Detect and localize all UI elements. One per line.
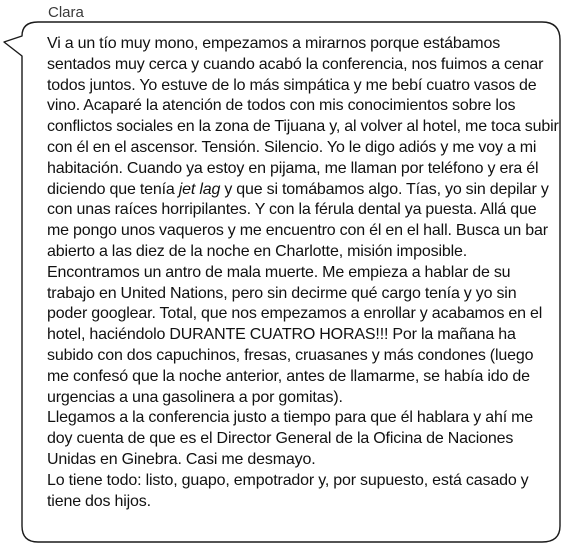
message-body <box>47 34 559 512</box>
message-paragraph-2: Llegamos a la conferencia justo a tiempo para que él hablara y ahí me doy cuenta de que es el Director General de la Oficina de Naciones Unidas en Ginebra. Casi me desmayo. <box>47 409 534 468</box>
message-text: y que si tomábamos algo. Tías, yo sin depilar y con unas raíces horripilantes. Y con la férula dental ya puesta. Allá que me pongo unos vaqueros y me encuentro con él en el hall. Busca un bar abierto a las diez de la noche en Charlotte, misión imposible. Encontramos un antro de mala muerte. Me empieza a hablar de su trabajo en United Nations, pero sin decirme qué cargo tenía y yo sin poder googlear. Total, que nos empezamos a enrollar y acabamos en el hotel, haciéndolo DURANTE CUATRO HORAS!!! Por la mañana ha subido con dos capuchinos, fresas, cruasanes y más condones (luego me confesó que la noche anterior, antes de llamarme, se había ido de urgencias a una gasolinera a por gomitas). <box>47 180 549 406</box>
message-italic-text: jet lag <box>178 180 221 198</box>
sender-name: Clara <box>48 4 84 21</box>
message-text: Vi a un tío muy mono, empezamos a mirarnos porque estábamos sentados muy cerca y cuando acabó la conferencia, nos fuimos a cenar todos juntos. Yo estuve de lo más simpática y me bebí cuatro vasos de vino. Acaparé la atención de todos con mis conocimientos sobre los conflictos sociales en la zona de Tijuana y, al volver al hotel, me toca subir con él en el ascensor. Tensión. Silencio. Yo le digo adiós y me voy a mi habitación. Cuando ya estoy en pijama, me llaman por teléfono y era él diciendo que tenía <box>47 35 559 198</box>
message-paragraph-3: Lo tiene todo: listo, guapo, empotrador y, por supuesto, está casado y tiene dos hijos. <box>47 471 529 510</box>
message-paragraph-1 <box>47 34 559 408</box>
